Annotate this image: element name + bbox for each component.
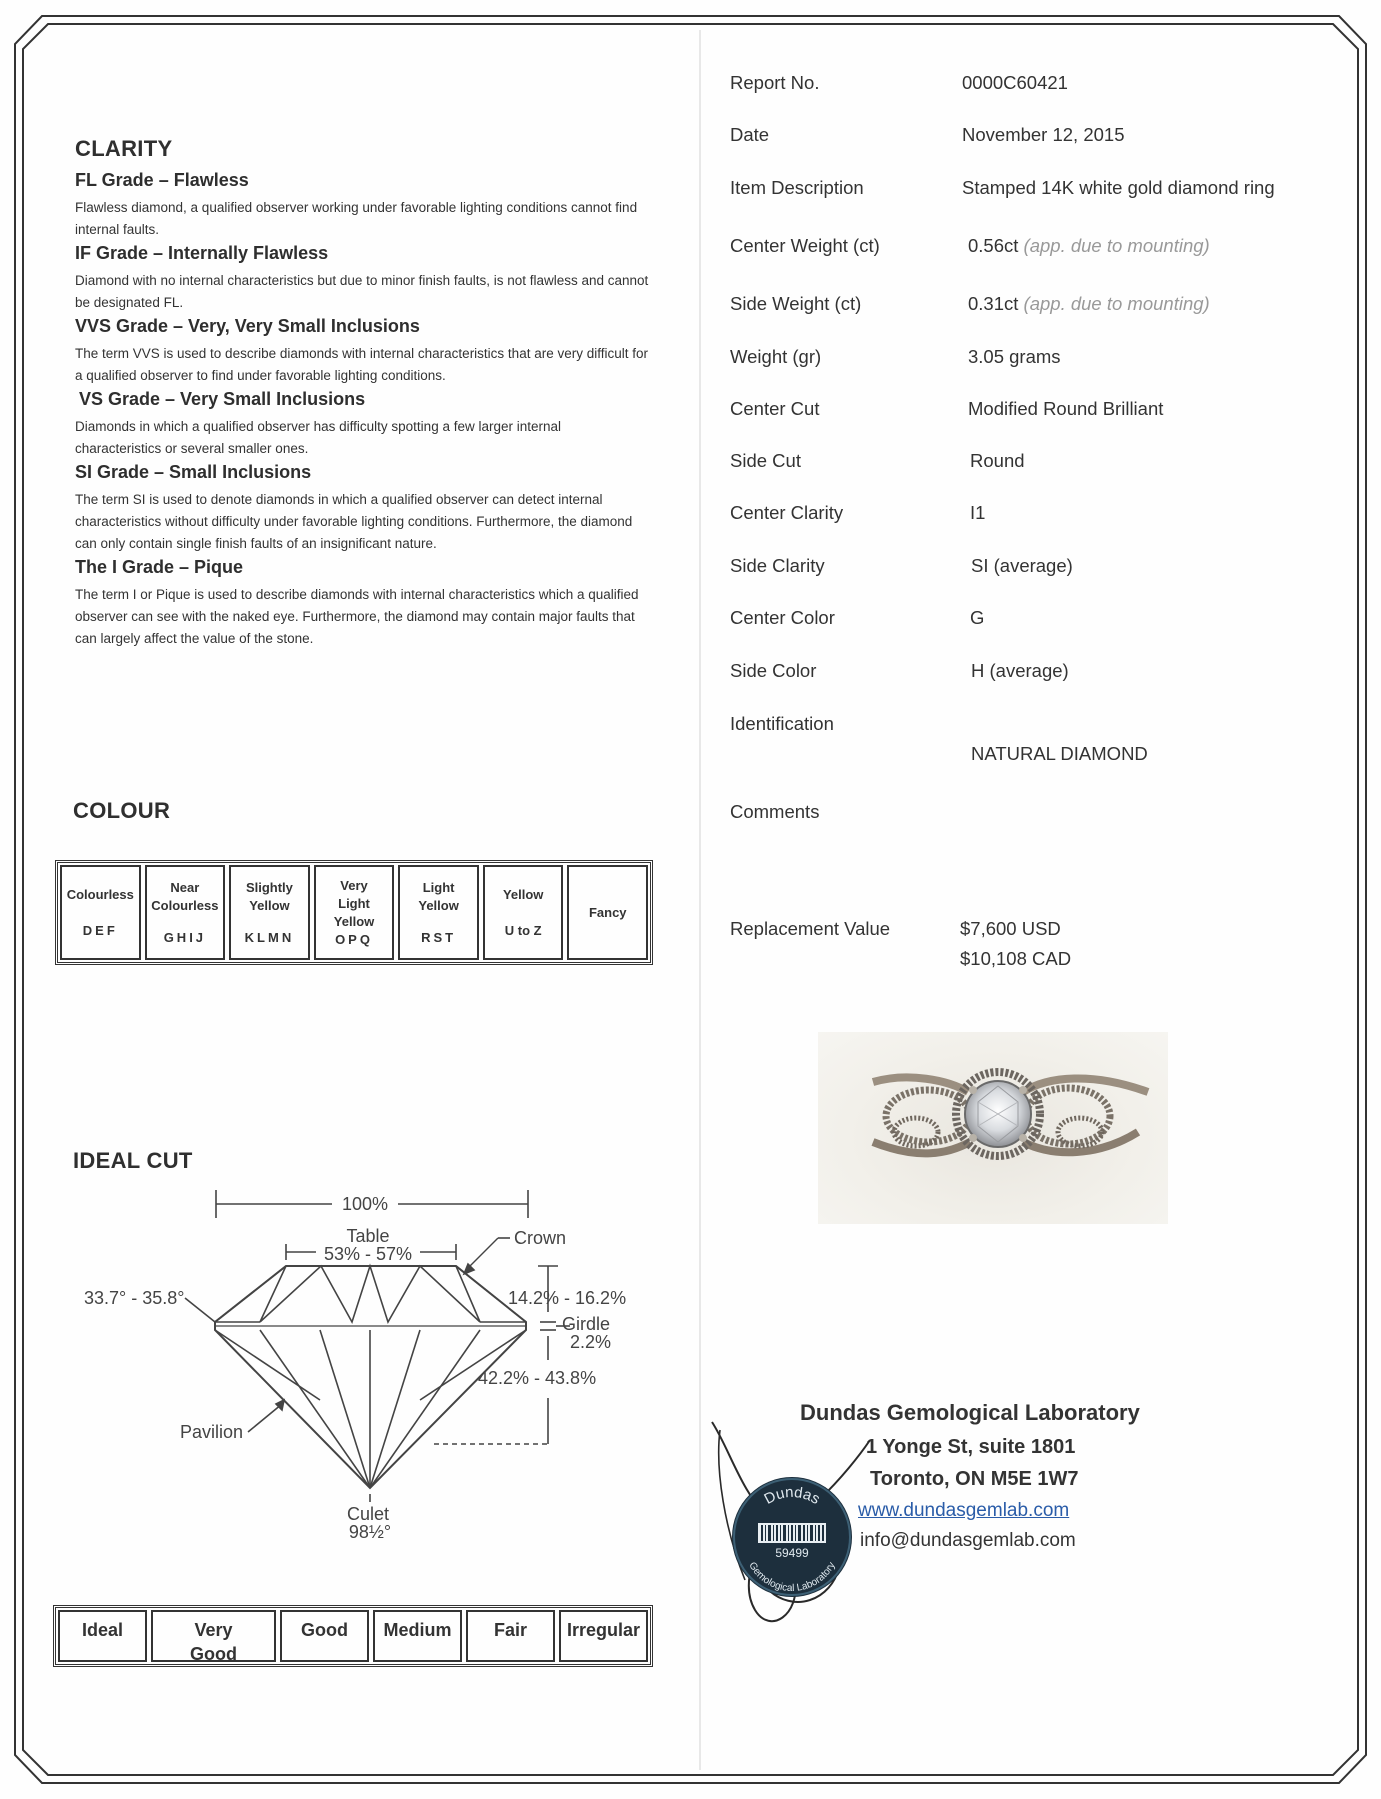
- girdle-label: Girdle: [562, 1314, 611, 1334]
- center-color-label: Center Color: [730, 607, 835, 628]
- report-no-value: 0000C60421: [962, 72, 1068, 93]
- ring-photo: [818, 1032, 1168, 1224]
- colour-cell-near-colourless: [145, 865, 226, 960]
- colour-cell-label: Yellow: [502, 886, 544, 902]
- colour-cell-label: Fancy: [588, 904, 627, 920]
- colour-cell-range: OPQ: [335, 931, 373, 947]
- cut-grade-very-good: Very Good: [151, 1610, 276, 1662]
- lab-address-line2: Toronto, ON M5E 1W7: [870, 1468, 1079, 1490]
- culet-label: Culet: [346, 1504, 390, 1524]
- grade-vs-title: VS Grade – Very Small Inclusions: [79, 389, 366, 409]
- seal-barcode-icon: [758, 1523, 826, 1543]
- colour-cell-label: Very Light Yellow: [333, 877, 375, 929]
- center-weight-note: (app. due to mounting): [1023, 235, 1210, 256]
- date-value: November 12, 2015: [962, 124, 1125, 145]
- colour-cell-label: Light Yellow: [418, 879, 459, 913]
- lab-website-link[interactable]: www.dundasgemlab.com: [858, 1500, 1070, 1521]
- side-cut-label: Side Cut: [730, 450, 801, 471]
- date-label: Date: [730, 124, 770, 145]
- replacement-value-usd: $7,600 USD: [960, 918, 1061, 939]
- seal-top-text: Dundas: [761, 1483, 823, 1509]
- side-weight-amount: 0.31ct: [968, 293, 1019, 314]
- cut-grade-medium: Medium: [373, 1610, 462, 1662]
- lab-seal: [728, 1473, 856, 1601]
- lab-name: Dundas Gemological Laboratory: [800, 1400, 1140, 1425]
- center-color-value: G: [970, 607, 985, 628]
- side-weight-note: (app. due to mounting): [1023, 293, 1210, 314]
- colour-cell-label: Slightly Yellow: [245, 879, 293, 913]
- clarity-title: CLARITY: [75, 136, 173, 161]
- side-cut-value: Round: [970, 450, 1025, 471]
- side-weight-label: Side Weight (ct): [730, 293, 862, 314]
- seal-bottom-text: Gemological Laboratory: [746, 1560, 838, 1595]
- ideal-cut-title: IDEAL CUT: [73, 1148, 193, 1173]
- grade-vvs-desc: The term VVS is used to describe diamonds with internal characteristics that are very difficult for a qualified observer to find under favorable lighting conditions.: [75, 346, 648, 383]
- item-description-label: Item Description: [730, 177, 864, 198]
- ring-illustration: [818, 1032, 1168, 1224]
- cut-grade-irregular: Irregular: [559, 1610, 648, 1662]
- seal-number: 59499: [775, 1546, 809, 1560]
- colour-cell-range: RST: [421, 929, 457, 945]
- cut-grade-fair: Fair: [466, 1610, 555, 1662]
- grade-i-desc: The term I or Pique is used to describe diamonds with internal characteristics which a qualified observer can see with the naked eye. Furthermore, the diamond may contain major faults that can largely affect the value of the stone.: [75, 587, 639, 646]
- center-cut-label: Center Cut: [730, 398, 820, 419]
- grade-si-desc: The term SI is used to denote diamonds in which a qualified observer can detect internal characteristics without difficulty under favorable lighting conditions. Furthermore, the diamond can only contain single finish faults of an insignificant nature.: [75, 492, 633, 551]
- side-weight-value: [968, 293, 1210, 315]
- colour-cell-slightly-yellow: [229, 865, 310, 960]
- colour-cell-colourless: [60, 865, 141, 960]
- identification-value: NATURAL DIAMOND: [971, 743, 1148, 764]
- center-clarity-value: I1: [970, 502, 986, 523]
- weight-value: 3.05 grams: [968, 346, 1061, 367]
- grade-fl-title: FL Grade – Flawless: [75, 170, 249, 190]
- identification-label: Identification: [730, 713, 834, 734]
- colour-title: COLOUR: [73, 798, 171, 823]
- table-label: Table: [346, 1226, 390, 1246]
- center-clarity-label: Center Clarity: [730, 502, 844, 523]
- cut-grade-good: Good: [280, 1610, 369, 1662]
- report-no-label: Report No.: [730, 72, 820, 93]
- grade-if-desc: Diamond with no internal characteristics but due to minor finish faults, is not flawless and cannot be designated FL.: [75, 273, 649, 310]
- colour-cell-range: DEF: [82, 922, 118, 938]
- colour-cell-yellow: [483, 865, 564, 960]
- colour-cell-label: Near Colourless: [151, 879, 219, 913]
- table-range: 53% - 57%: [323, 1244, 413, 1264]
- replacement-value-label: Replacement Value: [730, 918, 891, 939]
- cut-grade-table: [53, 1605, 653, 1667]
- colour-cell-very-light-yellow: [314, 865, 395, 960]
- lab-address-line1: 1 Yonge St, suite 1801: [866, 1436, 1076, 1458]
- pavilion-depth: 42.2% - 43.8%: [478, 1368, 597, 1388]
- crown-height: 14.2% - 16.2%: [508, 1288, 627, 1308]
- item-description-value: Stamped 14K white gold diamond ring: [962, 177, 1275, 198]
- crown-angle: 33.7° - 35.8°: [84, 1288, 185, 1308]
- lab-email[interactable]: info@dundasgemlab.com: [860, 1530, 1076, 1551]
- side-color-value: H (average): [971, 660, 1069, 681]
- pavilion-label: Pavilion: [180, 1422, 244, 1442]
- colour-cell-fancy: [567, 865, 648, 960]
- girdle-value: 2.2%: [570, 1332, 612, 1352]
- grade-vs-desc: Diamonds in which a qualified observer has difficulty spotting a few larger internal characteristics or several smaller ones.: [75, 419, 562, 456]
- grade-i-title: The I Grade – Pique: [75, 557, 244, 577]
- cut-grade-ideal: Ideal: [58, 1610, 147, 1662]
- replacement-value-cad: $10,108 CAD: [960, 948, 1072, 969]
- grade-si-title: SI Grade – Small Inclusions: [75, 462, 312, 482]
- colour-cell-light-yellow: [398, 865, 479, 960]
- colour-cell-range: KLMN: [244, 929, 295, 945]
- colour-cell-range: U to Z: [504, 922, 542, 938]
- side-color-label: Side Color: [730, 660, 817, 681]
- grade-vvs-title: VVS Grade – Very, Very Small Inclusions: [75, 316, 420, 336]
- comments-label: Comments: [730, 801, 820, 822]
- side-clarity-label: Side Clarity: [730, 555, 825, 576]
- center-weight-label: Center Weight (ct): [730, 235, 880, 256]
- weight-label: Weight (gr): [730, 346, 822, 367]
- colour-cell-range: GHIJ: [163, 929, 207, 945]
- side-clarity-value: SI (average): [971, 555, 1073, 576]
- diamond-proportions-diagram: [70, 1180, 670, 1540]
- center-weight-value: [968, 235, 1210, 257]
- grade-if-title: IF Grade – Internally Flawless: [75, 243, 329, 263]
- grade-fl-desc: Flawless diamond, a qualified observer working under favorable lighting conditions cannot find internal faults.: [75, 200, 638, 237]
- culet-value: 98½°: [348, 1522, 392, 1540]
- center-weight-amount: 0.56ct: [968, 235, 1019, 256]
- colour-cell-label: Colourless: [66, 886, 134, 902]
- colour-scale-table: [55, 860, 653, 965]
- width-label: 100%: [341, 1194, 389, 1214]
- crown-label: Crown: [514, 1228, 567, 1248]
- center-cut-value: Modified Round Brilliant: [968, 398, 1164, 419]
